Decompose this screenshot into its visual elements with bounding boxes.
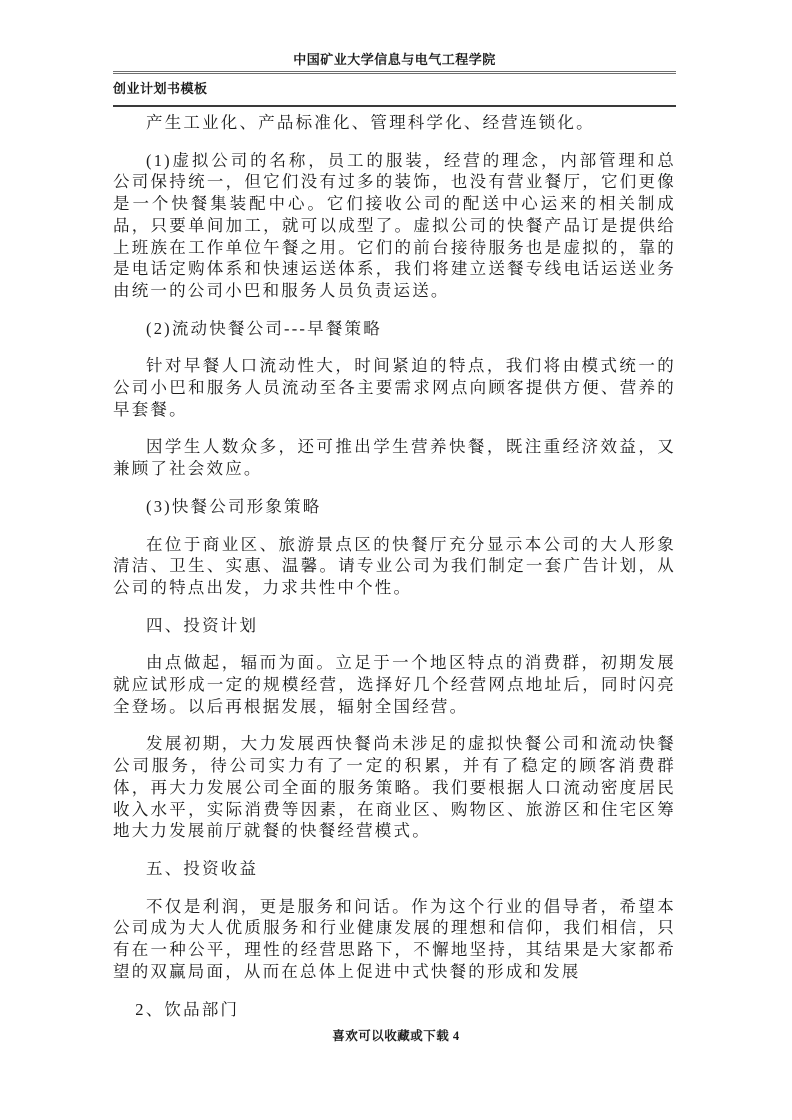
paragraph-intro: 产生工业化、产品标准化、管理科学化、经营连锁化。	[146, 113, 595, 132]
paragraph-student-meals: 因学生人数众多，还可推出学生营养快餐，既注重经济效益，又兼顾了社会效应。	[113, 437, 676, 479]
document-body	[113, 112, 676, 1036]
heading-mobile-company: (2)流动快餐公司---早餐策略	[146, 318, 382, 338]
header-doc-title: 创业计划书模板	[113, 81, 208, 96]
footer-note: 喜欢可以收藏或下载 4	[332, 1029, 460, 1043]
heading-investment-plan: 四、投资计划	[146, 615, 259, 635]
paragraph-early-development: 发展初期，大力发展西快餐尚未涉足的虚拟快餐公司和流动快餐公司服务，待公司实力有了一定的积累，并有了稳定的顾客消费群体，再大力发展公司全面的服务策略。我们要根据人口流动密度居民收入水平，实际消费等因素，在商业区、购物区、旅游区和住宅区筹地大力发展前厅就餐的快餐经营模式。	[113, 734, 676, 841]
header-rule-thin	[113, 105, 676, 107]
heading-investment-return: 五、投资收益	[146, 858, 259, 878]
header-school-name: 中国矿业大学信息与电气工程学院	[293, 52, 496, 67]
heading-drinks-department: 2、饮品部门	[135, 999, 240, 1019]
paragraph-profit-and-service: 不仅是利润，更是服务和问话。作为这个行业的倡导者，希望本公司成为大人优质服务和行业健康发展的理想和信仰，我们相信，只有在一种公平，理性的经营思路下，不懈地坚持，其结果是大家都希望的双赢局面，从而在总体上促进中式快餐的形成和发展	[113, 896, 676, 981]
page-header	[113, 52, 676, 107]
page-footer	[0, 1026, 792, 1044]
paragraph-image-strategy: 在位于商业区、旅游景点区的快餐厅充分显示本公司的大人形象清洁、卫生、实惠、温馨。请专业公司为我们制定一套广告计划，从公司的特点出发，力求共性中个性。	[113, 534, 676, 597]
paragraph-virtual-company: (1)虚拟公司的名称，员工的服装，经营的理念，内部管理和总公司保持统一，但它们没有过多的装饰，也没有营业餐厅，它们更像是一个快餐集装配中心。它们接收公司的配送中心运来的相关制成品，只要单间加工，就可以成型了。虚拟公司的快餐产品订是提供给上班族在工作单位午餐之用。它们的前台接待服务也是虚拟的，靠的是电话定购体系和快速运送体系，我们将建立送餐专线电话运送业务由统一的公司小巴和服务人员负责运送。	[113, 150, 676, 300]
paragraph-expansion: 由点做起，辐而为面。立足于一个地区特点的消费群，初期发展就应试形成一定的规模经营，选择好几个经营网点地址后，同时闪亮全登场。以后再根据发展，辐射全国经营。	[113, 653, 676, 716]
heading-image-strategy: (3)快餐公司形象策略	[146, 496, 322, 516]
header-rule-double	[113, 71, 676, 74]
paragraph-breakfast-strategy: 针对早餐人口流动性大，时间紧迫的特点，我们将由模式统一的公司小巴和服务人员流动至各主要需求网点向顾客提供方便、营养的早套餐。	[113, 356, 676, 419]
